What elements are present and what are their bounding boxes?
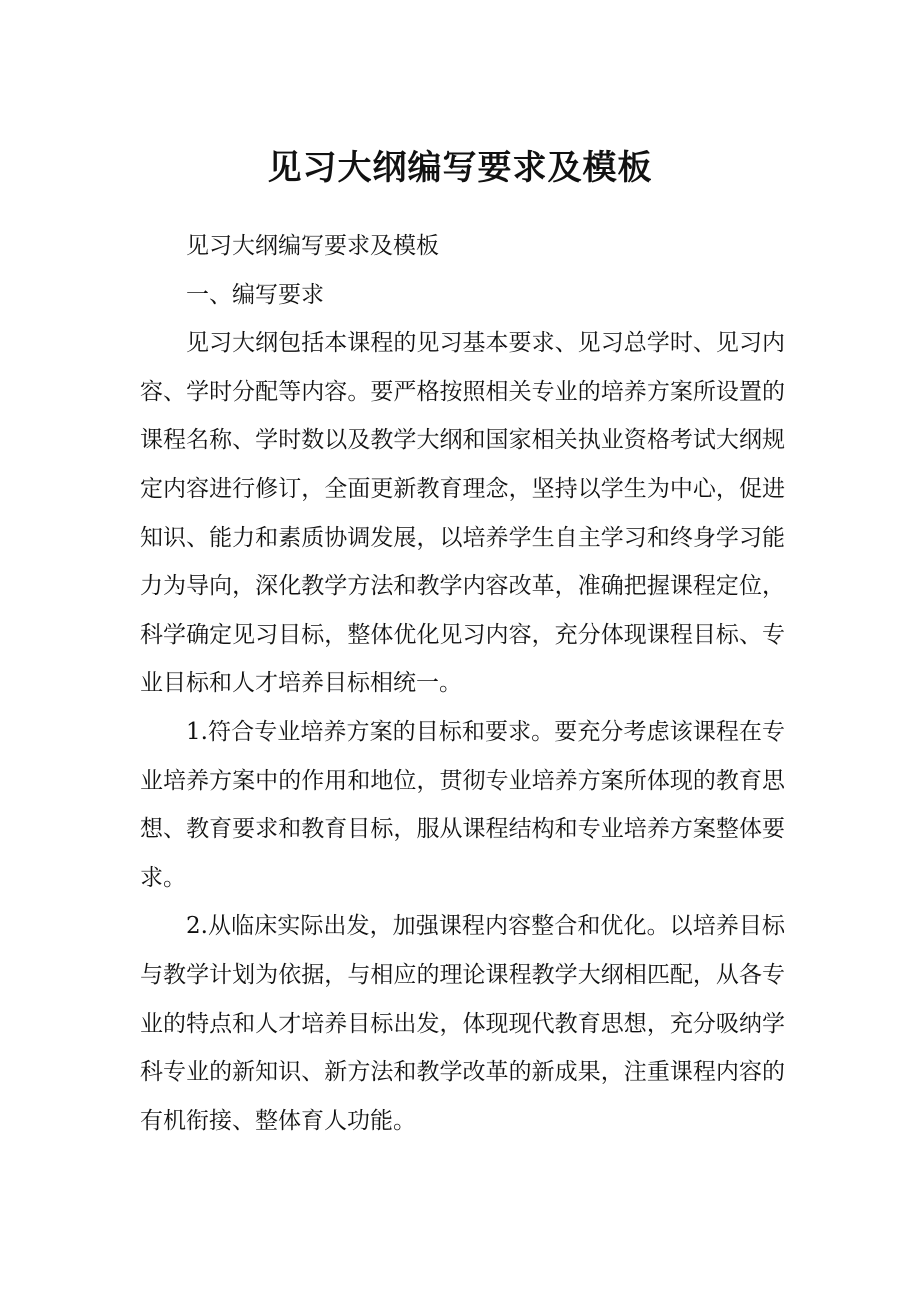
section-heading: 一、编写要求 [186, 281, 324, 308]
paragraph-overview: 见习大纲包括本课程的见习基本要求、见习总学时、见习内容、学时分配等内容。要严格按照相关专业的培养方案所设置的课程名称、学时数以及教学大纲和国家相关执业资格考试大纲规定内容进行修订，全面更新教育理念，坚持以学生为中心，促进知识、能力和素质协调发展，以培养学生自主学习和终身学习能力为导向，深化教学方法和教学内容改革，准确把握课程定位，科学确定见习目标，整体优化见习内容，充分体现课程目标、专业目标和人才培养目标相统一。 [140, 330, 785, 697]
document-body [140, 222, 785, 1145]
paragraph-item-1: 1.符合专业培养方案的目标和要求。要充分考虑该课程在专业培养方案中的作用和地位，贯彻专业培养方案所体现的教育思想、教育要求和教育目标，服从课程结构和专业培养方案整体要求。 [140, 718, 785, 891]
paragraph-item-2: 2.从临床实际出发，加强课程内容整合和优化。以培养目标与教学计划为依据，与相应的理论课程教学大纲相匹配，从各专业的特点和人才培养目标出发，体现现代教育思想，充分吸纳学科专业的新知识、新方法和教学改革的新成果，注重课程内容的有机衔接、整体育人功能。 [140, 913, 785, 1134]
document-title: 见习大纲编写要求及模板 [267, 148, 653, 188]
paragraph-subtitle: 见习大纲编写要求及模板 [186, 233, 439, 259]
